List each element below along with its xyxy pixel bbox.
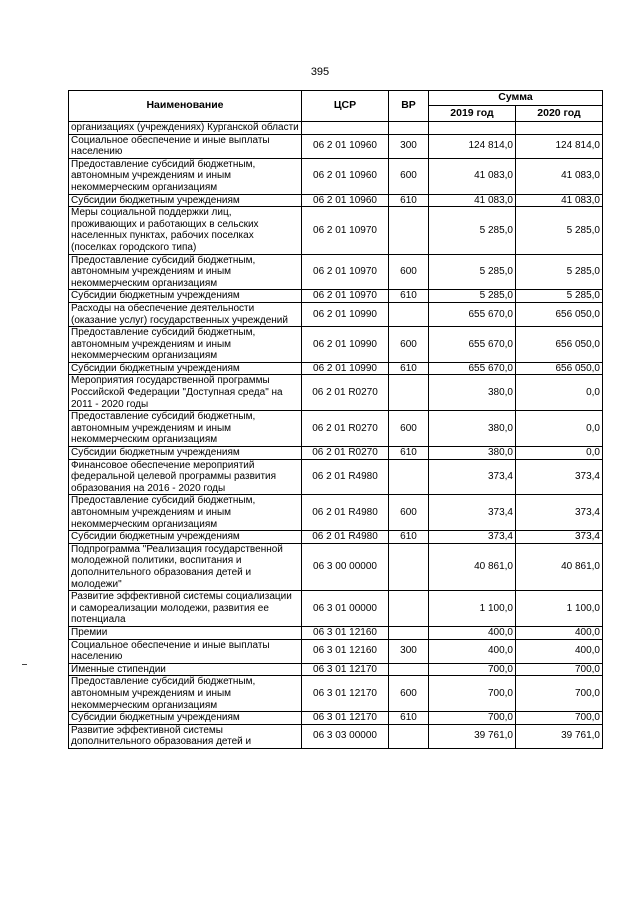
row-sum-2020: 124 814,0	[516, 134, 603, 158]
row-sum-2019: 380,0	[429, 447, 516, 460]
row-csr: 06 3 01 00000	[302, 591, 389, 627]
row-vr: 610	[389, 447, 429, 460]
row-sum-2020: 373,4	[516, 531, 603, 544]
row-name: Социальное обеспечение и иные выплаты населению	[69, 639, 302, 663]
row-csr	[302, 122, 389, 135]
row-csr: 06 2 01 R4980	[302, 531, 389, 544]
row-csr: 06 2 01 R0270	[302, 411, 389, 447]
row-csr: 06 3 01 12170	[302, 676, 389, 712]
row-vr: 610	[389, 194, 429, 207]
row-sum-2020: 656 050,0	[516, 362, 603, 375]
row-name: Мероприятия государственной программы Российской Федерации "Доступная среда" на 2011 - 2020 годы	[69, 375, 302, 411]
row-name: Субсидии бюджетным учреждениям	[69, 290, 302, 303]
row-name: Предоставление субсидий бюджетным, автономным учреждениям и иным некоммерческим организациям	[69, 676, 302, 712]
row-vr	[389, 724, 429, 748]
row-csr: 06 2 01 10970	[302, 290, 389, 303]
row-sum-2020: 5 285,0	[516, 254, 603, 290]
row-sum-2019: 373,4	[429, 495, 516, 531]
row-sum-2020: 41 083,0	[516, 194, 603, 207]
row-name: организациях (учреждениях) Курганской области	[69, 122, 302, 135]
table-row	[69, 362, 603, 375]
row-sum-2019: 1 100,0	[429, 591, 516, 627]
table-row	[69, 290, 603, 303]
row-vr: 300	[389, 134, 429, 158]
row-sum-2020: 5 285,0	[516, 207, 603, 254]
row-sum-2020: 41 083,0	[516, 158, 603, 194]
table-row	[69, 302, 603, 326]
row-sum-2020: 1 100,0	[516, 591, 603, 627]
row-sum-2020: 0,0	[516, 411, 603, 447]
row-sum-2020: 400,0	[516, 626, 603, 639]
page-number: 395	[310, 66, 330, 78]
row-vr: 600	[389, 327, 429, 363]
row-vr	[389, 459, 429, 495]
table-row	[69, 207, 603, 254]
row-sum-2019: 380,0	[429, 375, 516, 411]
row-vr: 600	[389, 254, 429, 290]
row-sum-2019: 41 083,0	[429, 158, 516, 194]
row-name: Субсидии бюджетным учреждениям	[69, 447, 302, 460]
row-vr	[389, 375, 429, 411]
row-csr: 06 2 01 10960	[302, 158, 389, 194]
row-csr: 06 2 01 10990	[302, 302, 389, 326]
row-sum-2019: 39 761,0	[429, 724, 516, 748]
table-row	[69, 459, 603, 495]
header-csr: ЦСР	[302, 91, 389, 122]
row-vr	[389, 207, 429, 254]
row-csr: 06 2 01 10960	[302, 134, 389, 158]
row-vr: 300	[389, 639, 429, 663]
row-sum-2019: 655 670,0	[429, 327, 516, 363]
row-name: Предоставление субсидий бюджетным, автономным учреждениям и иным некоммерческим организациям	[69, 327, 302, 363]
row-sum-2019: 400,0	[429, 639, 516, 663]
row-csr: 06 2 01 R4980	[302, 459, 389, 495]
row-vr: 610	[389, 362, 429, 375]
row-vr: 610	[389, 712, 429, 725]
row-name: Предоставление субсидий бюджетным, автономным учреждениям и иным некоммерческим организациям	[69, 254, 302, 290]
table-row	[69, 495, 603, 531]
row-vr: 600	[389, 158, 429, 194]
row-name: Развитие эффективной системы дополнительного образования детей и	[69, 724, 302, 748]
row-vr	[389, 663, 429, 676]
row-name: Расходы на обеспечение деятельности (оказание услуг) государственных учреждений	[69, 302, 302, 326]
row-vr: 600	[389, 676, 429, 712]
row-name: Премии	[69, 626, 302, 639]
row-name: Субсидии бюджетным учреждениям	[69, 194, 302, 207]
table-row	[69, 712, 603, 725]
row-name: Подпрограмма "Реализация государственной молодежной политики, воспитания и дополнительного образования детей и молодежи"	[69, 543, 302, 590]
row-sum-2020: 373,4	[516, 495, 603, 531]
row-name: Субсидии бюджетным учреждениям	[69, 531, 302, 544]
row-csr: 06 2 01 10970	[302, 254, 389, 290]
row-vr	[389, 302, 429, 326]
row-sum-2020: 700,0	[516, 712, 603, 725]
table-row	[69, 194, 603, 207]
row-name: Именные стипендии	[69, 663, 302, 676]
row-sum-2020: 5 285,0	[516, 290, 603, 303]
row-csr: 06 3 01 12160	[302, 639, 389, 663]
row-vr: 610	[389, 290, 429, 303]
row-csr: 06 2 01 R0270	[302, 375, 389, 411]
row-sum-2019: 700,0	[429, 712, 516, 725]
row-sum-2019: 400,0	[429, 626, 516, 639]
table-row	[69, 158, 603, 194]
row-sum-2020: 40 861,0	[516, 543, 603, 590]
row-sum-2020: 373,4	[516, 459, 603, 495]
table-row	[69, 676, 603, 712]
row-sum-2020: 656 050,0	[516, 327, 603, 363]
row-sum-2020: 0,0	[516, 375, 603, 411]
row-sum-2019: 380,0	[429, 411, 516, 447]
row-sum-2020: 39 761,0	[516, 724, 603, 748]
row-sum-2019: 373,4	[429, 459, 516, 495]
row-name: Предоставление субсидий бюджетным, автономным учреждениям и иным некоммерческим организациям	[69, 158, 302, 194]
header-year-2020: 2020 год	[516, 106, 603, 122]
table-row	[69, 531, 603, 544]
row-csr: 06 3 01 12170	[302, 663, 389, 676]
row-name: Развитие эффективной системы социализации и самореализации молодежи, развития ее потенциала	[69, 591, 302, 627]
header-year-2019: 2019 год	[429, 106, 516, 122]
table-row	[69, 134, 603, 158]
row-name: Финансовое обеспечение мероприятий федеральной целевой программы развития образования на 2016 - 2020 годы	[69, 459, 302, 495]
row-csr: 06 3 00 00000	[302, 543, 389, 590]
row-sum-2019: 41 083,0	[429, 194, 516, 207]
row-vr	[389, 122, 429, 135]
table-row	[69, 626, 603, 639]
row-name: Субсидии бюджетным учреждениям	[69, 712, 302, 725]
budget-table	[68, 90, 603, 749]
row-vr	[389, 626, 429, 639]
table-row	[69, 724, 603, 748]
row-name: Предоставление субсидий бюджетным, автономным учреждениям и иным некоммерческим организациям	[69, 411, 302, 447]
row-sum-2019: 5 285,0	[429, 254, 516, 290]
row-sum-2019: 655 670,0	[429, 302, 516, 326]
row-sum-2019: 124 814,0	[429, 134, 516, 158]
row-vr: 600	[389, 495, 429, 531]
header-vr: ВР	[389, 91, 429, 122]
header-sum: Сумма	[429, 91, 603, 106]
margin-mark	[22, 664, 27, 665]
table-row	[69, 543, 603, 590]
table-row	[69, 375, 603, 411]
row-name: Предоставление субсидий бюджетным, автономным учреждениям и иным некоммерческим организациям	[69, 495, 302, 531]
row-sum-2020	[516, 122, 603, 135]
table-row	[69, 591, 603, 627]
row-sum-2020: 400,0	[516, 639, 603, 663]
row-sum-2019: 40 861,0	[429, 543, 516, 590]
table-row	[69, 447, 603, 460]
table-row	[69, 122, 603, 135]
table-row	[69, 411, 603, 447]
row-csr: 06 2 01 10970	[302, 207, 389, 254]
row-csr: 06 2 01 R4980	[302, 495, 389, 531]
row-csr: 06 2 01 R0270	[302, 447, 389, 460]
row-name: Субсидии бюджетным учреждениям	[69, 362, 302, 375]
row-sum-2019: 655 670,0	[429, 362, 516, 375]
row-sum-2020: 656 050,0	[516, 302, 603, 326]
table-row	[69, 254, 603, 290]
table-row	[69, 639, 603, 663]
row-csr: 06 2 01 10960	[302, 194, 389, 207]
row-vr: 610	[389, 531, 429, 544]
row-sum-2019: 373,4	[429, 531, 516, 544]
row-vr	[389, 591, 429, 627]
row-name: Меры социальной поддержки лиц, проживающих и работающих в сельских населенных пунктах, рабочих поселках (поселках городского типа)	[69, 207, 302, 254]
row-sum-2019: 5 285,0	[429, 290, 516, 303]
table-row	[69, 663, 603, 676]
table-row	[69, 327, 603, 363]
row-sum-2020: 0,0	[516, 447, 603, 460]
row-csr: 06 2 01 10990	[302, 362, 389, 375]
header-name: Наименование	[69, 91, 302, 122]
row-vr	[389, 543, 429, 590]
row-csr: 06 3 01 12160	[302, 626, 389, 639]
row-csr: 06 3 03 00000	[302, 724, 389, 748]
row-sum-2020: 700,0	[516, 676, 603, 712]
row-csr: 06 2 01 10990	[302, 327, 389, 363]
row-name: Социальное обеспечение и иные выплаты населению	[69, 134, 302, 158]
row-sum-2020: 700,0	[516, 663, 603, 676]
row-csr: 06 3 01 12170	[302, 712, 389, 725]
row-sum-2019: 700,0	[429, 676, 516, 712]
row-vr: 600	[389, 411, 429, 447]
row-sum-2019: 700,0	[429, 663, 516, 676]
row-sum-2019	[429, 122, 516, 135]
row-sum-2019: 5 285,0	[429, 207, 516, 254]
